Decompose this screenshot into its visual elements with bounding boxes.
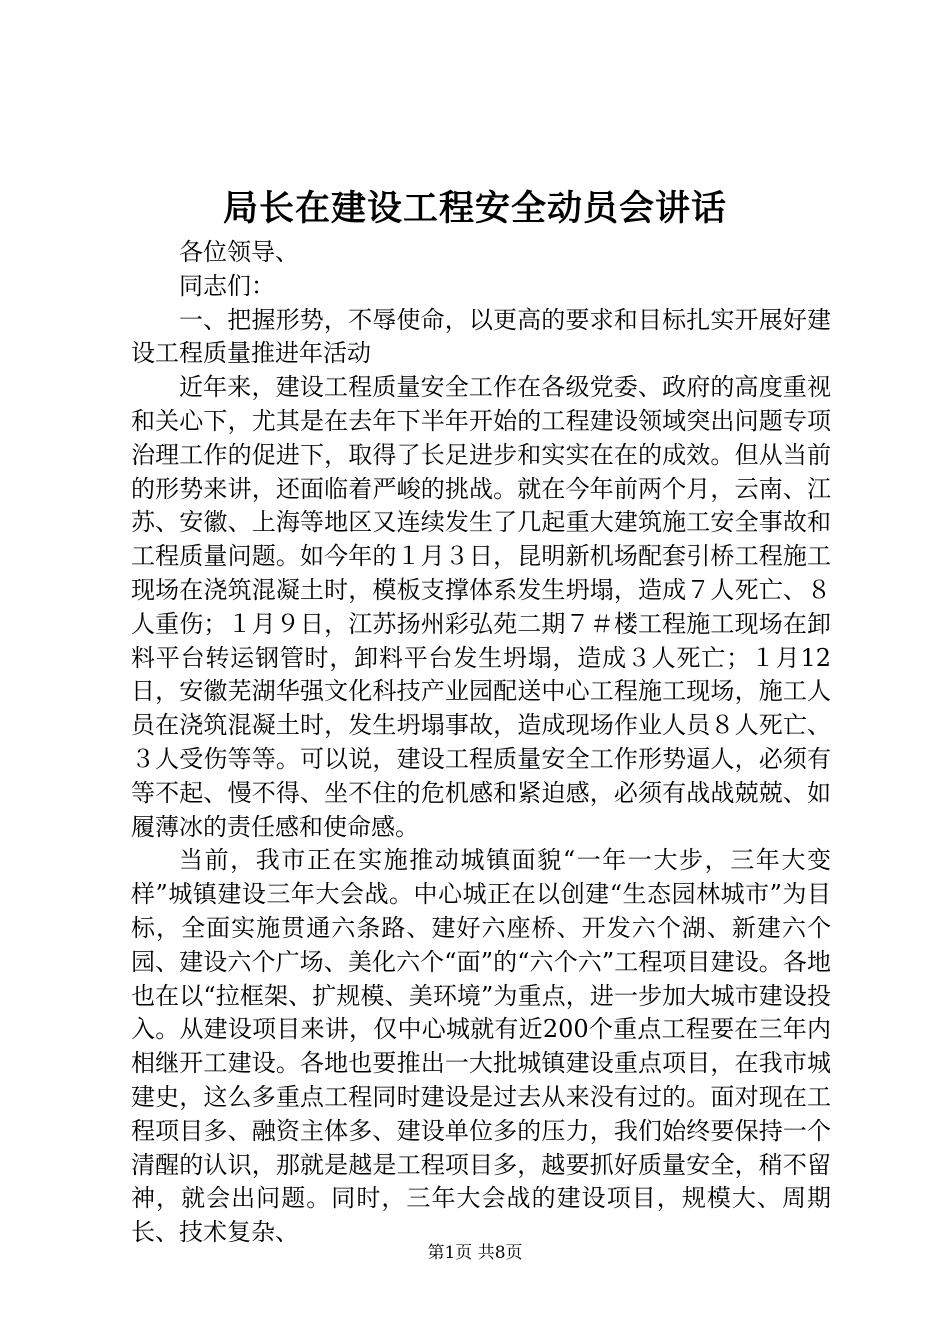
- page-number-footer: 第1页 共8页: [427, 1243, 523, 1263]
- body-paragraph: 当前，我市正在实施推动城镇面貌“一年一大步，三年大变样”城镇建设三年大会战。中心城正在以创建“生态园林城市”为目标，全面实施贯通六条路、建好六座桥、开发六个湖、新建六个园、建设六个广场、美化六个“面”的“六个六”工程项目建设。各地也在以“拉框架、扩规模、美环境”为重点，进一步加大城市建设投入。从建设项目来讲，仅中心城就有近200个重点工程要在三年内相继开工建设。各地也要推出一大批城镇建设重点项目，在我市城建史，这么多重点工程同时建设是过去从来没有过的。面对现在工程项目多、融资主体多、建设单位多的压力，我们始终要保持一个清醒的认识，那就是越是工程项目多，越要抓好质量安全，稍不留神，就会出问题。同时，三年大会战的建设项目，规模大、周期长、技术复杂、: [131, 846, 831, 1247]
- document-title: 局长在建设工程安全动员会讲话: [222, 188, 727, 229]
- section-heading-1: 一、把握形势，不辱使命，以更高的要求和目标扎实开展好建设工程质量推进年活动: [131, 305, 831, 368]
- document-body: [131, 236, 831, 1250]
- body-paragraph: 近年来，建设工程质量安全工作在各级党委、政府的高度重视和关心下，尤其是在去年下半年开始的工程建设领域突出问题专项治理工作的促进下，取得了长足进步和实实在在的成效。但从当前的形势来讲，还面临着严峻的挑战。就在今年前两个月，云南、江苏、安徽、上海等地区又连续发生了几起重大建筑施工安全事故和工程质量问题。如今年的１月３日，昆明新机场配套引桥工程施工现场在浇筑混凝土时，模板支撑体系发生坍塌，造成７人死亡、８人重伤；１月９日，江苏扬州彩弘苑二期７＃楼工程施工现场在卸料平台转运钢管时，卸料平台发生坍塌，造成３人死亡；１月12日，安徽芜湖华强文化科技产业园配送中心工程施工现场，施工人员在浇筑混凝土时，发生坍塌事故，造成现场作业人员８人死亡、３人受伤等等。可以说，建设工程质量安全工作形势逼人，必须有等不起、慢不得、坐不住的危机感和紧迫感，必须有战战兢兢、如履薄冰的责任感和使命感。: [131, 373, 831, 841]
- salutation-leaders: 各位领导、: [179, 238, 299, 266]
- salutation-comrades: 同志们：: [179, 271, 275, 300]
